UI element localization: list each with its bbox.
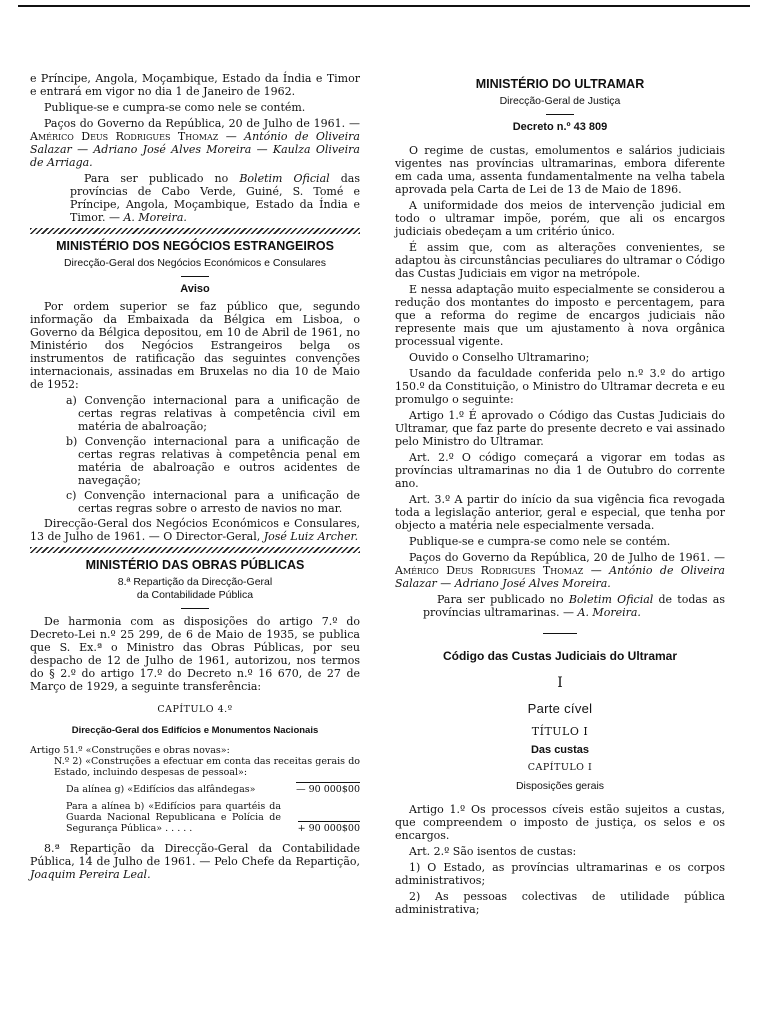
decreto-paragraph: A uniformidade dos meios de intervenção judicial em todo o ultramar impõe, porém, que ali os encargos judiciais obedeçam a um critério único. (395, 199, 725, 238)
boletim-title: Boletim Oficial (239, 172, 330, 185)
das-custas-heading: Das custas (530, 744, 590, 756)
codigo-title: Código das Custas Judiciais do Ultramar (442, 649, 678, 663)
signature-president: Américo Deus Rodrigues Thomaz (30, 130, 219, 143)
aviso-signature (30, 517, 360, 543)
boletim-title: Boletim Oficial (568, 593, 654, 606)
boletim-note (30, 172, 360, 224)
aviso-item-c: c) Convenção internacional para a unificação de certas regras sobre o arresto de navios no mar. (66, 489, 360, 515)
aviso-paragraph: Por ordem superior se faz público que, segundo informação da Embaixada da Bélgica em Lisboa, o Governo da Bélgica depositou, em 10 de Abril de 1961, no Ministério dos Negócios Estrangeiros belga os instrumentos de ratificação das seguintes convenções internacionais, assinadas em Bruxelas no dia 10 de Maio de 1952: (30, 300, 360, 391)
ministry-subheading: Direcção-Geral dos Negócios Económicos e Consulares (63, 257, 327, 269)
ministry-subheading: 8.ª Repartição da Direcção-Geral (117, 576, 273, 588)
boletim-note-a: Para ser publicado no (84, 172, 240, 185)
boletim-signature: A. Moreira. (577, 606, 641, 619)
signature-paragraph (30, 117, 360, 169)
decreto-paragraph: Ouvido o Conselho Ultramarino; (409, 351, 590, 364)
aviso-signature-name: José Luiz Archer. (263, 530, 359, 543)
short-rule (181, 608, 209, 609)
ornamental-divider (30, 228, 360, 234)
codigo-item: 2) As pessoas colectivas de utilidade pública administrativa; (395, 890, 725, 916)
intro-paragraph: e Príncipe, Angola, Moçambique, Estado da Índia e Timor e entrará em vigor no dia 1 de Janeiro de 1962. (30, 72, 360, 98)
aviso-title: Aviso (180, 283, 210, 295)
ministry-subheading: da Contabilidade Pública (136, 589, 254, 601)
decreto-article: Artigo 1.º É aprovado o Código das Custas Judiciais do Ultramar, que faz parte do presente decreto e vai assinado pelo Ministro do Ultramar. (395, 409, 725, 448)
titulo-heading: TÍTULO I (531, 725, 589, 738)
signature-ministers: — António de Oliveira Salazar — Adriano José Alves Moreira. (395, 564, 725, 590)
top-rule (18, 5, 750, 7)
signature-paragraph (395, 551, 725, 590)
transfer-table (30, 745, 360, 834)
ministry-subheading: Direcção-Geral de Justiça (499, 95, 621, 107)
ministry-heading: MINISTÉRIO DO ULTRAMAR (475, 77, 645, 91)
transfer-from-amount: — 90 000$00 (296, 784, 360, 795)
short-rule (181, 276, 209, 277)
publique-line: Publique-se e cumpra-se como nele se contém. (44, 101, 306, 114)
right-column (395, 78, 725, 919)
parte-heading: Parte cível (527, 701, 593, 716)
boletim-note-a: Para ser publicado no (437, 593, 569, 606)
ornamental-divider (30, 547, 360, 553)
ministry-heading: MINISTÉRIO DOS NEGÓCIOS ESTRANGEIROS (56, 239, 334, 253)
transfer-article: Artigo 51.º «Construções e obras novas»: (30, 745, 230, 756)
decreto-paragraph: O regime de custas, emolumentos e salários judiciais vigentes nas províncias ultramarinas, embora diferente em cada uma, assenta fundamentalmente na velha tabela aprovada pela Carta de Lei de 13 de Maio de 1896. (395, 144, 725, 196)
decreto-paragraph: Usando da faculdade conferida pelo n.º 3.º do artigo 150.º da Constituição, o Ministro do Ultramar decreta e eu promulgo o seguinte: (395, 367, 725, 406)
publique-line: Publique-se e cumpra-se como nele se contém. (409, 535, 671, 548)
boletim-note-b: das províncias de Cabo Verde, Guiné, S. Tomé e Príncipe, Angola, Moçambique, Estado da Índia e Timor. — (70, 172, 360, 224)
left-column (30, 72, 360, 884)
disposicoes-heading: Disposições gerais (515, 780, 605, 792)
obras-signature-name: Joaquim Pereira Leal. (30, 868, 151, 881)
obras-paragraph: De harmonia com as disposições do artigo 7.º do Decreto-Lei n.º 25 299, de 6 de Maio de 1935, se publica que S. Ex.ª o Ministro das Obras Públicas, por seu despacho de 12 de Julho de 1961, autorizou, nos termos do § 2.º do artigo 17.º do Decreto n.º 16 670, de 27 de Março de 1929, a seguinte transferência: (30, 615, 360, 693)
codigo-article: Artigo 1.º Os processos cíveis estão sujeitos a custas, que compreendem o imposto de justiça, os selos e os encargos. (395, 803, 725, 842)
short-rule (546, 114, 574, 115)
transfer-from-label: Da alínea g) «Edifícios das alfândegas» (66, 784, 256, 795)
decreto-paragraph: É assim que, com as alterações convenientes, se adaptou às circunstâncias peculiares do ultramar o Código das Custas Judiciais em vigor na metrópole. (395, 241, 725, 280)
signature-date: Paços do Governo da República, 20 de Julho de 1961. — (44, 117, 360, 130)
transfer-number: N.º 2) «Construções a efectuar em conta das receitas gerais do Estado, incluindo despesas de pessoal»: (54, 756, 360, 778)
part-number: I (557, 675, 563, 691)
signature-president: Américo Deus Rodrigues Thomaz (395, 564, 584, 577)
obras-signature (30, 842, 360, 881)
transfer-to-amount: + 90 000$00 (297, 823, 360, 834)
ministry-heading: MINISTÉRIO DAS OBRAS PÚBLICAS (85, 558, 305, 572)
capitulo-heading: CAPÍTULO 4.º (157, 704, 233, 715)
signature-date: Paços do Governo da República, 20 de Julho de 1961. — (409, 551, 725, 564)
section-rule (543, 633, 577, 634)
decreto-paragraph: E nessa adaptação muito especialmente se considerou a redução dos montantes do imposto e percentagem, para que a reforma do regime de encargos judiciais não represente mais que um ajustamento à nova orgânica processual vigente. (395, 283, 725, 348)
codigo-article: Art. 2.º São isentos de custas: (409, 845, 577, 858)
boletim-signature: A. Moreira. (123, 211, 187, 224)
aviso-signature-text: Direcção-Geral dos Negócios Económicos e Consulares, 13 de Julho de 1961. — O Director-Geral, (30, 517, 360, 543)
transfer-to-label: Para a alínea b) «Edifícios para quartéis da Guarda Nacional Republicana e Polícia de Segurança Pública» . . . . . (66, 801, 281, 834)
boletim-note (395, 593, 725, 619)
decreto-article: Art. 3.º A partir do início da sua vigência fica revogada toda a legislação anterior, geral e especial, que tenha por objecto a matéria nele especialmente versada. (395, 493, 725, 532)
capitulo-heading: CAPÍTULO I (527, 762, 593, 773)
transfer-row-to (30, 801, 360, 834)
transfer-row-from (30, 782, 360, 795)
decreto-article: Art. 2.º O código começará a vigorar em todas as províncias ultramarinas no dia 1 de Outubro do corrente ano. (395, 451, 725, 490)
dg-edificios-heading: Direcção-Geral dos Edifícios e Monumentos Nacionais (71, 725, 319, 736)
aviso-item-b: b) Convenção internacional para a unificação de certas regras relativas à competência penal em matéria de abalroação e outros acidentes de navegação; (66, 435, 360, 487)
decreto-heading: Decreto n.º 43 809 (512, 121, 608, 133)
aviso-item-a: a) Convenção internacional para a unificação de certas regras relativas à competência civil em matéria de abalroação; (66, 394, 360, 433)
codigo-item: 1) O Estado, as províncias ultramarinas e os corpos administrativos; (395, 861, 725, 887)
boletim-note-b: de todas as províncias ultramarinas. — (423, 593, 725, 619)
signature-ministers: — António de Oliveira Salazar — Adriano José Alves Moreira — Kaulza Oliveira de Arriaga. (30, 130, 360, 169)
obras-signature-text: 8.ª Repartição da Direcção-Geral da Contabilidade Pública, 14 de Julho de 1961. — Pelo Chefe da Repartição, (30, 842, 360, 868)
